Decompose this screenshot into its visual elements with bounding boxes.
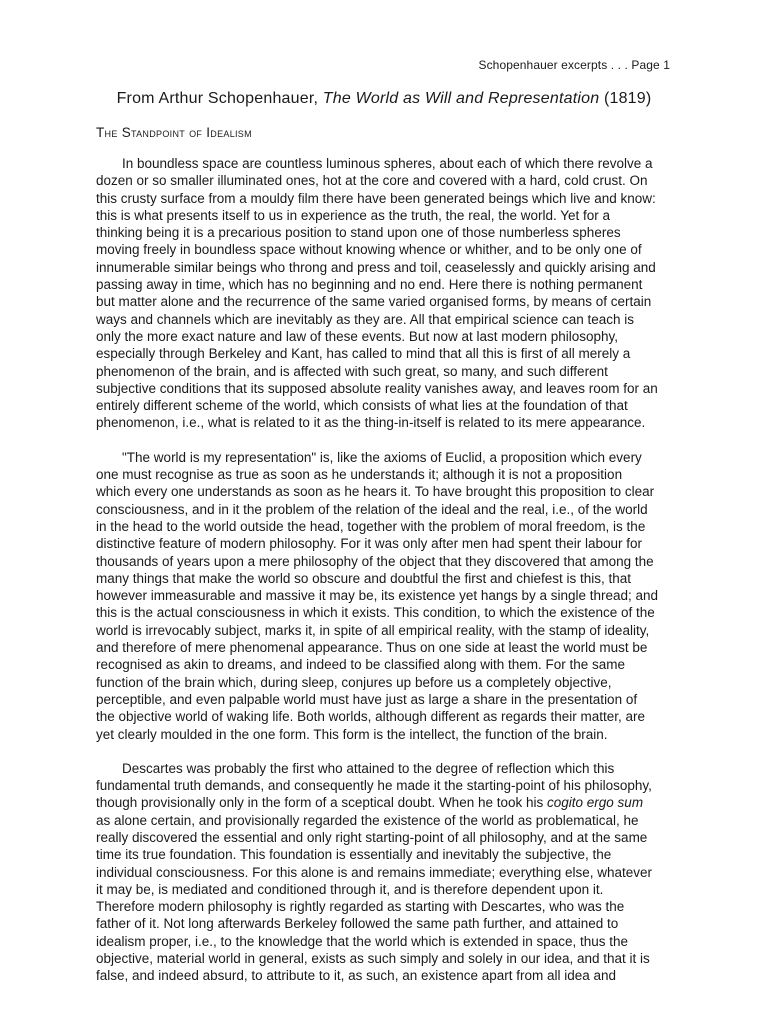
title-prefix: From Arthur Schopenhauer, (116, 90, 323, 107)
text-line: especially through Berkeley and Kant, has called to mind that all this is first of all merely a (96, 346, 631, 362)
text-line: this is what presents itself to us in experience as the truth, the real, the world. Yet for a (96, 207, 611, 223)
text-line: false, and indeed absurd, to attribute to it, as such, an existence apart from all idea and (96, 968, 617, 984)
text-line: only the more exact nature and law of these events. But now at last modern philosophy, (96, 328, 619, 344)
document-body (96, 155, 676, 1002)
document-title (0, 90, 768, 108)
text-line: In boundless space are countless luminous spheres, about each of which there revolve a (122, 156, 653, 171)
paragraph-2 (96, 449, 676, 743)
text-line: recognised as akin to dreams, and indeed to be classified along with them. For the same (96, 657, 626, 673)
text-line: phenomenon, i.e., what is related to it as the thing-in-itself is related to its mere appearance. (96, 415, 646, 431)
text-line: entirely different scheme of the world, which consists of what lies at the foundation of that (96, 398, 628, 414)
text-line (70, 794, 676, 811)
paragraph-3 (96, 760, 676, 985)
text-line: individual consciousness. For this alone is and remains immediate; everything else, whatever (96, 864, 653, 880)
text-line: really discovered the essential and only right starting-point of all philosophy, and at the same (96, 829, 648, 845)
text-line: this is the actual consciousness in which it exists. This condition, to which the existence of the (96, 605, 655, 621)
text-line: distinctive feature of modern philosophy. For it was only after men had spent their labour for (96, 536, 643, 552)
latin-phrase: cogito ergo sum (547, 795, 644, 811)
text-line: time its true foundation. This foundation is essentially and inevitably the subjective, the (96, 847, 612, 863)
text-line: however immeasurable and massive it may be, its existence yet hangs by a single thread; and (96, 588, 659, 604)
text-line: idealism proper, i.e., to the knowledge that the world which is extended in space, thus the (96, 933, 629, 949)
text-line: many things that make the world so obscure and doubtful the first and chiefest is this, that (96, 570, 632, 586)
text-line: moving freely in boundless space without knowing whence or whither, and to be only one of (96, 242, 642, 258)
text-line: dozen or so smaller illuminated ones, hot at the core and covered with a hard, cold crust. On (96, 173, 648, 189)
text-line: perceptible, and even palpable world must have just as large a share in the presentation of (96, 691, 638, 707)
text-line-lead: though provisionally only in the form of a sceptical doubt. When he took his (96, 795, 548, 811)
text-line: in the head to the world outside the head, together with the problem of moral freedom, is the (96, 518, 646, 534)
text-line: the objective world of waking life. Both worlds, although different as regards their matter, are (96, 709, 646, 725)
text-line: one must recognise as true as soon as he understands it; although it is not a proposition (96, 467, 623, 483)
text-line: which every one understands as soon as he hears it. To have brought this proposition to clear (96, 484, 655, 500)
text-line: this crusty surface from a mouldy film there have been generated beings which live and know: (96, 190, 656, 206)
text-line: phenomenon of the brain, and is affected with such great, so many, and such different (96, 363, 608, 379)
text-line: father of it. Not long afterwards Berkeley followed the same path further, and attained to (96, 916, 619, 932)
text-line: fundamental truth demands, and consequently he made it the starting-point of his philosophy, (96, 778, 652, 794)
text-line: world is irrevocably subject, marks it, in spite of all empirical reality, with the stamp of ideality, (96, 622, 650, 638)
text-line: innumerable similar beings who throng and press and toil, ceaselessly and quickly arising and (96, 259, 656, 275)
text-line: but matter alone and the recurrence of the same varied organised forms, by means of certain (96, 294, 652, 310)
title-work: The World as Will and Representation (322, 90, 600, 107)
text-line: as alone certain, and provisionally regarded the existence of the world as problematical, he (96, 812, 639, 828)
text-line: passing away in time, which has no beginning and no end. Here there is nothing permanent (96, 277, 643, 293)
text-line: yet clearly moulded in the one form. This form is the intellect, the function of the brain. (96, 726, 608, 742)
title-year: (1819) (599, 90, 652, 107)
text-line: "The world is my representation" is, like the axioms of Euclid, a proposition which every (122, 449, 642, 465)
paragraph-1 (96, 155, 676, 432)
text-line: consciousness, and in it the problem of the relation of the ideal and the real, i.e., of the world (96, 501, 648, 517)
text-line: thinking being it is a precarious position to stand upon one of those numberless spheres (96, 225, 621, 241)
text-line: and therefore of mere phenomenal appearance. Thus on one side at least the world must be (96, 640, 648, 656)
text-line: Descartes was probably the first who attained to the degree of reflection which this (122, 760, 615, 776)
text-line: ways and channels which are inevitably as they are. All that empirical science can teach is (96, 311, 635, 327)
text-line: Therefore modern philosophy is rightly regarded as starting with Descartes, who was the (96, 899, 625, 915)
text-line: thousands of years upon a mere philosophy of the object that they discovered that among the (96, 553, 654, 569)
text-line: it may be, is mediated and conditioned through it, and is therefore dependent upon it. (96, 881, 604, 897)
text-line: subjective conditions that its supposed absolute reality vanishes away, and leaves room for an (96, 380, 658, 396)
text-line: objective, material world in general, exists as such simply and solely in our idea, and that it is (96, 951, 650, 967)
section-heading: The Standpoint of Idealism (96, 125, 252, 140)
running-header: Schopenhauer excerpts . . . Page 1 (478, 58, 670, 72)
text-line: function of the brain which, during sleep, conjures up before us a completely objective, (96, 674, 612, 690)
